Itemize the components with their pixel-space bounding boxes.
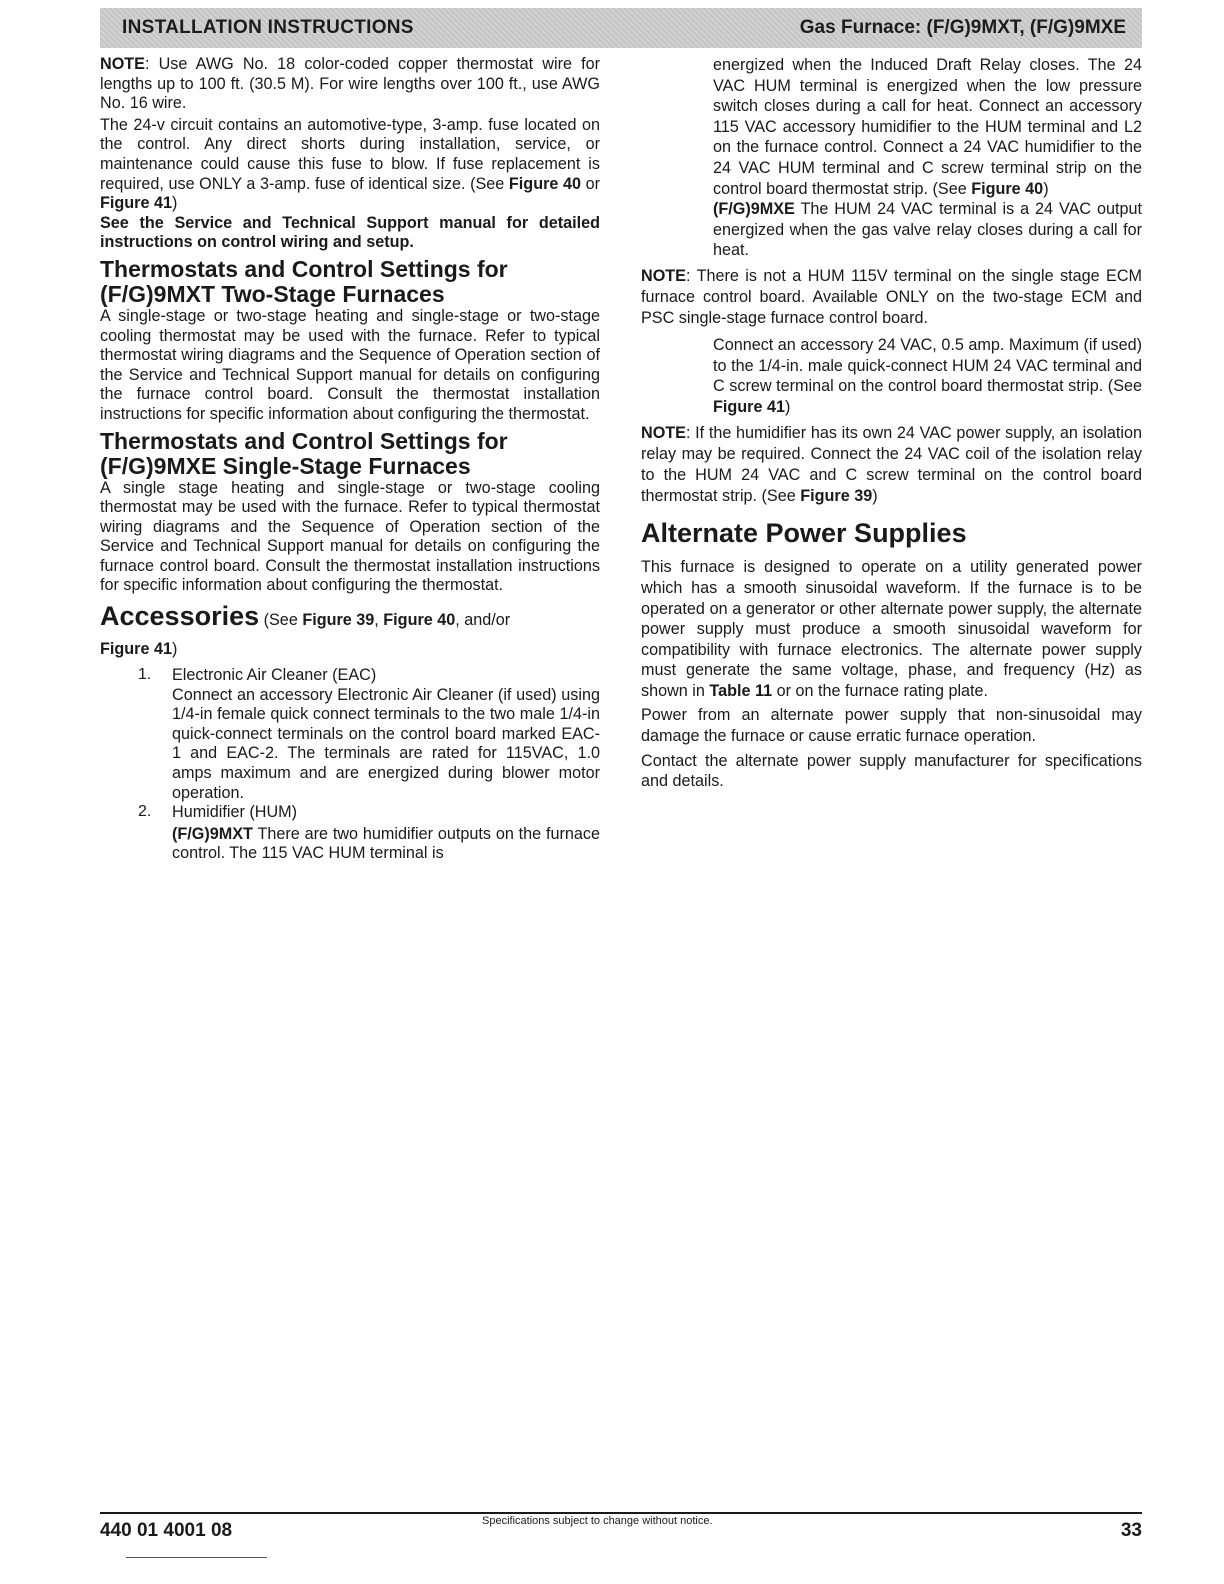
footer-divider xyxy=(100,1512,1142,1514)
fuse-end: ) xyxy=(171,194,178,213)
note-hum-115v xyxy=(641,266,1142,329)
connect-end: ) xyxy=(784,397,791,416)
footer-notice: Specifications subject to change without notice. xyxy=(482,1515,713,1527)
alt-text-end: or on the furnace rating plate. xyxy=(772,681,989,700)
list-item-eac xyxy=(100,666,600,803)
figure-ref[interactable]: Figure 41 xyxy=(713,397,785,416)
heading-line: (F/G)9MXT Two-Stage Furnaces xyxy=(100,280,445,307)
alternate-power-heading: Alternate Power Supplies xyxy=(641,518,967,549)
note-text: : If the humidifier has its own 24 VAC power supply, an isolation relay may be required. Connect the 24 VAC coil of the isolation relay to the HUM 24 VAC and C screw terminal on the control board thermostat strip. (See xyxy=(641,424,1142,506)
page-number: 33 xyxy=(1120,1520,1142,1541)
hum-continued xyxy=(641,55,1142,261)
list-item-text: Connect an accessory Electronic Air Cleaner (if used) using 1/4-in female quick connect terminals to the two male 1/4-in quick-connect terminals on the control board marked EAC-1 and EAC-2. The terminals are rated for 115VAC, 1.0 amps maximum and are energized during blower motor operation. xyxy=(172,685,600,802)
cont-end: ) xyxy=(1043,179,1049,198)
heading-line: Thermostats and Control Settings for xyxy=(100,427,508,454)
list-number: 2. xyxy=(138,803,152,821)
alt-power-paragraph xyxy=(641,557,1142,701)
list-item-text xyxy=(172,825,600,864)
note-isolation-relay xyxy=(641,423,1142,507)
note-paragraph xyxy=(641,423,1142,507)
header-bar xyxy=(100,8,1142,48)
heading-line: (F/G)9MXE Single-Stage Furnaces xyxy=(100,452,471,479)
figure-ref[interactable]: Figure 40 xyxy=(383,611,456,630)
cont-text: energized when the Induced Draft Relay closes. The 24 VAC HUM terminal is energized when the low pressure switch closes during a call for heat. Connect an accessory 115 VAC accessory humidifier to the HUM terminal and L2 on the furnace control. Connect a 24 VAC humidifier to the 24 VAC HUM terminal and C screw terminal strip on the control board thermostat strip. (See xyxy=(713,56,1142,198)
header-title: INSTALLATION INSTRUCTIONS xyxy=(122,17,414,38)
table-ref[interactable]: Table 11 xyxy=(709,681,773,700)
mxe-hum-text xyxy=(713,199,1142,261)
document-number: 440 01 4001 08 xyxy=(100,1520,233,1541)
alt-power-warning: Power from an alternate power supply that non-sinusoidal may damage the furnace or cause erratic furnace operation. xyxy=(641,706,1142,746)
model-label: (F/G)9MXT xyxy=(172,824,253,843)
note-text: : There is not a HUM 115V terminal on the single stage ECM furnace control board. Available ONLY on the two-stage ECM and PSC single-stage furnace control board. xyxy=(641,266,1142,327)
figure-ref[interactable]: Figure 39 xyxy=(800,487,873,506)
section-heading-mxt xyxy=(100,257,600,307)
accessories-heading-cont xyxy=(100,638,600,660)
model-label: (F/G)9MXE xyxy=(713,200,795,219)
note-label: NOTE xyxy=(100,55,145,73)
model-text: The HUM 24 VAC terminal is a 24 VAC output energized when the gas valve relay closes during a call for heat. xyxy=(713,200,1142,260)
list-item-hum xyxy=(100,803,600,864)
wire-note xyxy=(100,55,600,114)
mxe-paragraph: A single stage heating and single-stage or two-stage cooling thermostat may be used with the furnace. Refer to typical thermostat wiring diagrams and the Sequence of Operation section of the Service and Technical Support manual for details on configuring the furnace control board. Consult the thermostat installation instructions for specific information about configuring the thermostat. xyxy=(100,478,600,595)
list-item-title: Electronic Air Cleaner (EAC) xyxy=(172,666,377,685)
note-end: ) xyxy=(872,487,878,506)
acc-close: ) xyxy=(171,640,178,659)
alt-power-contact: Contact the alternate power supply manufacturer for specifications and details. xyxy=(641,751,1142,791)
note-label: NOTE xyxy=(641,424,686,443)
fuse-or: or xyxy=(581,174,600,193)
header-product: Gas Furnace: (F/G)9MXT, (F/G)9MXE xyxy=(799,17,1126,38)
accessories-heading xyxy=(100,600,600,636)
note-text: : Use AWG No. 18 color-coded copper thermostat wire for lengths up to 100 ft. (30.5 M). For wire lengths over 100 ft., use AWG No. 16 wire. xyxy=(100,55,600,113)
note-paragraph xyxy=(641,266,1142,329)
connect-24vac xyxy=(641,335,1142,417)
acc-comma: , xyxy=(374,611,384,630)
alt-text: This furnace is designed to operate on a utility generated power which has a smooth sinusoidal waveform. If the furnace is to be operated on a generator or other alternate power supply, the alternate power supply must produce a smooth sinusoidal waveform for compatibility with furnace electronics. The alternate power supply must generate the same voltage, phase, and frequency (Hz) as shown in xyxy=(641,558,1142,700)
heading-line: Thermostats and Control Settings for xyxy=(100,255,508,282)
list-number: 1. xyxy=(138,666,152,684)
acc-see: (See xyxy=(259,611,303,630)
note-label: NOTE xyxy=(641,266,686,285)
figure-ref[interactable]: Figure 41 xyxy=(100,640,172,659)
service-note: See the Service and Technical Support manual for detailed instructions on control wiring and setup. xyxy=(100,213,600,252)
link-underline xyxy=(126,1557,267,1558)
mxt-paragraph: A single-stage or two-stage heating and single-stage or two-stage cooling thermostat may be used with the furnace. Refer to typical thermostat wiring diagrams and the Sequence of Operation section of the Service and Technical Support manual for details on configuring the furnace control board. Consult the thermostat installation instructions for specific information about configuring the thermostat. xyxy=(100,306,600,423)
hum-continued-text xyxy=(713,55,1142,199)
fuse-text: The 24-v circuit contains an automotive-type, 3-amp. fuse located on the control. Any direct shorts during installation, service, or maintenance could cause this fuse to blow. If fuse replacement is required, use ONLY a 3-amp. fuse of identical size. (See xyxy=(100,115,600,193)
connect-text-body: Connect an accessory 24 VAC, 0.5 amp. Maximum (if used) to the 1/4-in. male quick-connect HUM 24 VAC terminal and C screw terminal on the control board thermostat strip. (See xyxy=(713,335,1142,396)
accessories-title: Accessories xyxy=(100,601,260,632)
connect-text xyxy=(713,335,1142,417)
section-heading-mxe xyxy=(100,429,600,479)
acc-andor: , and/or xyxy=(455,611,511,630)
figure-ref[interactable]: Figure 40 xyxy=(971,179,1044,198)
figure-ref[interactable]: Figure 39 xyxy=(302,611,375,630)
figure-ref[interactable]: Figure 40 xyxy=(508,174,581,193)
right-column xyxy=(641,55,1142,792)
fuse-paragraph xyxy=(100,116,600,214)
model-text: There are two humidifier outputs on the furnace control. The 115 VAC HUM terminal is xyxy=(172,824,600,863)
figure-ref[interactable]: Figure 41 xyxy=(100,194,172,213)
list-item-title: Humidifier (HUM) xyxy=(172,803,298,822)
left-column xyxy=(100,55,600,864)
